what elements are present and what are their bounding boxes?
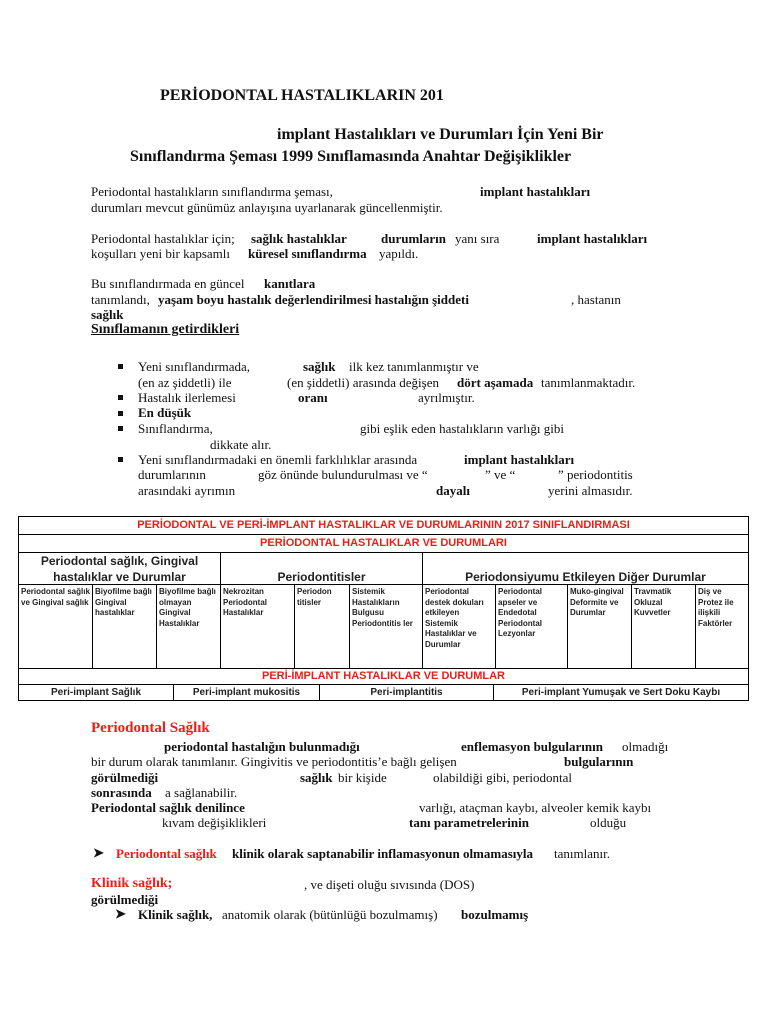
body-bold: sağlık bbox=[300, 770, 333, 785]
table-cell: Muko-gingival Deformite ve Durumlar bbox=[568, 585, 632, 669]
group-header-periodontitis: Periodontitisler bbox=[221, 553, 423, 585]
peri-implant-title: PERİ-İMPLANT HASTALIKLAR VE DURUMLAR bbox=[19, 669, 748, 685]
body-text: olmadığı bbox=[622, 739, 669, 754]
body-text: a sağlanabilir. bbox=[165, 785, 238, 800]
table-cell: Travmatik Okluzal Kuvvetler bbox=[632, 585, 696, 669]
bullet-text: (en az şiddetli) ile bbox=[138, 375, 232, 390]
body-text: , ve dişeti oluğu sıvısında (DOS) bbox=[304, 877, 475, 892]
bullet-text: ayrılmıştır. bbox=[418, 390, 475, 405]
bullet-text: yerini almasıdır. bbox=[548, 483, 633, 498]
peri-cell: Peri-implant Yumuşak ve Sert Doku Kaybı bbox=[521, 687, 721, 698]
table-cell: Sistemik Hastalıkların Bulgusu Periodontitis ler bbox=[350, 585, 423, 669]
table-subtitle: PERİODONTAL HASTALIKLAR VE DURUMLARI bbox=[19, 535, 748, 553]
intro-text: yapıldı. bbox=[379, 246, 419, 261]
intro-text: yanı sıra bbox=[455, 231, 500, 246]
body-text: bir kişide bbox=[338, 770, 387, 785]
body-text: olduğu bbox=[590, 815, 627, 830]
body-bold: enflemasyon bulgularının bbox=[461, 739, 603, 754]
section-heading: Sınıflamanın getirdikleri bbox=[91, 322, 240, 337]
body-bold: sonrasında bbox=[91, 785, 152, 800]
intro-bold: küresel sınıflandırma bbox=[248, 246, 367, 261]
intro-bold: sağlık bbox=[91, 307, 124, 322]
bullet-text: dikkate alır. bbox=[210, 437, 272, 452]
intro-text: Periodontal hastalıklar için; bbox=[91, 231, 235, 246]
intro-bold: durumların bbox=[381, 231, 447, 246]
body-bold: görülmediği bbox=[91, 892, 159, 907]
body-bold: klinik olarak saptanabilir inflamasyonun olmamasıyla bbox=[232, 846, 533, 861]
table-cell: Periodontal destek dokuları etkileyen Sistemik Hastalıklar ve Durumlar bbox=[423, 585, 496, 669]
bullet-icon bbox=[118, 457, 123, 462]
intro-text: tanımlandı, bbox=[91, 292, 150, 307]
intro-bold: kanıtlara bbox=[264, 276, 316, 291]
bullet-icon bbox=[118, 411, 123, 416]
peri-cell: Peri-implant Sağlık bbox=[19, 685, 174, 700]
bullet-bold: implant hastalıkları bbox=[464, 452, 575, 467]
section-heading-periodontal-health: Periodontal Sağlık bbox=[91, 720, 210, 736]
body-text: kıvam değişiklikleri bbox=[162, 815, 267, 830]
table-cell: Diş ve Protez ile ilişkili Faktörler bbox=[696, 585, 748, 669]
body-text: olabildiği gibi, periodontal bbox=[433, 770, 573, 785]
table-cell: Nekrozitan Periodontal Hastalıklar bbox=[221, 585, 295, 669]
intro-text: , hastanın bbox=[571, 292, 621, 307]
body-bold: Periodontal sağlık denilince bbox=[91, 800, 245, 815]
intro-text: Bu sınıflandırmada en güncel bbox=[91, 276, 245, 291]
bullet-text: ” periodontitis bbox=[558, 467, 633, 482]
table-cell: Biyofilme bağlı Gingival hastalıklar bbox=[93, 585, 157, 669]
bullet-bold: dört aşamada bbox=[457, 375, 534, 390]
bullet-text: Sınıflandırma, bbox=[138, 421, 213, 436]
doc-title-line2: implant Hastalıkları ve Durumları İçin Yeni Bir bbox=[277, 126, 604, 143]
body-text: tanımlanır. bbox=[554, 846, 610, 861]
intro-bold: implant hastalıkları bbox=[480, 184, 591, 199]
bullet-text: tanımlanmaktadır. bbox=[541, 375, 636, 390]
table-cell: Biyofilme bağlı olmayan Gingival Hastalıklar bbox=[157, 585, 221, 669]
body-bold: periodontal hastalığın bulunmadığı bbox=[164, 739, 360, 754]
arrow-bullet-icon: ➤ bbox=[115, 906, 126, 921]
group-header-gingival: Periodontal sağlık, Gingival hastalıklar ve Durumlar bbox=[19, 553, 221, 585]
bullet-text: ” ve “ bbox=[485, 467, 516, 482]
intro-text: Periodontal hastalıkların sınıflandırma şeması, bbox=[91, 184, 333, 199]
arrow-bullet-icon: ➤ bbox=[93, 845, 104, 860]
peri-cell: Peri-implant mukositis bbox=[174, 685, 320, 700]
bullet-text: Yeni sınıflandırmadaki en önemli farklılıklar arasında bbox=[138, 452, 418, 467]
bullet-bold: En düşük bbox=[138, 405, 192, 420]
intro-text: koşulları yeni bir kapsamlı bbox=[91, 246, 231, 261]
body-bold: bulgularının bbox=[564, 754, 634, 769]
table-cell: Periodontal sağlık ve Gingival sağlık bbox=[19, 585, 93, 669]
bullet-icon bbox=[118, 364, 123, 369]
body-text: varlığı, ataçman kaybı, alveoler kemik kaybı bbox=[419, 800, 652, 815]
bullet-text: gibi eşlik eden hastalıkların varlığı gibi bbox=[360, 421, 564, 436]
body-bold: Klinik sağlık, bbox=[138, 907, 213, 922]
bullet-text: (en şiddetli) arasında değişen bbox=[287, 375, 439, 390]
body-red-bold: Periodontal sağlık bbox=[116, 846, 217, 861]
doc-title: PERİODONTAL HASTALIKLARIN 201 bbox=[160, 87, 444, 104]
table-cell: Periodon titisler bbox=[295, 585, 350, 669]
group-header-other: Periodonsiyumu Etkileyen Diğer Durumlar bbox=[423, 553, 748, 585]
intro-bold: sağlık hastalıklar bbox=[251, 231, 347, 246]
intro-bold: yaşam boyu hastalık değerlendirilmesi hastalığın şiddeti bbox=[158, 292, 469, 307]
body-text: bir durum olarak tanımlanır. Gingivitis ve periodontitis’e bağlı gelişen bbox=[91, 754, 457, 769]
body-bold: tanı parametrelerinin bbox=[409, 815, 529, 830]
table-title: PERİODONTAL VE PERİ-İMPLANT HASTALIKLAR VE DURUMLARININ 2017 SINIFLANDIRMASI bbox=[19, 517, 748, 535]
bullet-text: durumlarının bbox=[138, 467, 206, 482]
bullet-text: arasındaki ayrımın bbox=[138, 483, 236, 498]
intro-bold: implant hastalıkları bbox=[537, 231, 648, 246]
bullet-text: göz önünde bulundurulması ve “ bbox=[258, 467, 428, 482]
body-text: anatomik olarak (bütünlüğü bozulmamış) bbox=[222, 907, 438, 922]
intro-text: durumları mevcut günümüz anlayışına uyarlanarak güncellenmiştir. bbox=[91, 200, 443, 215]
bullet-text: Hastalık ilerlemesi bbox=[138, 390, 236, 405]
bullet-text: ilk kez tanımlanmıştır ve bbox=[349, 359, 479, 374]
bullet-bold: sağlık bbox=[303, 359, 336, 374]
bullet-text: Yeni sınıflandırmada, bbox=[138, 359, 251, 374]
peri-cell: Peri-implantitis bbox=[320, 685, 494, 700]
klinik-saglik-heading: Klinik sağlık; bbox=[91, 876, 173, 891]
bullet-bold: oranı bbox=[298, 390, 328, 405]
classification-table bbox=[18, 516, 749, 701]
bullet-icon bbox=[118, 395, 123, 400]
bullet-bold: dayalı bbox=[436, 483, 470, 498]
body-bold: görülmediği bbox=[91, 770, 159, 785]
doc-title-line3: Sınıflandırma Şeması 1999 Sınıflamasında Anahtar Değişiklikler bbox=[130, 148, 572, 165]
body-bold: bozulmamış bbox=[461, 907, 529, 922]
table-cell: Periodontal apseler ve Endedotal Periodontal Lezyonlar bbox=[496, 585, 568, 669]
bullet-icon bbox=[118, 426, 123, 431]
